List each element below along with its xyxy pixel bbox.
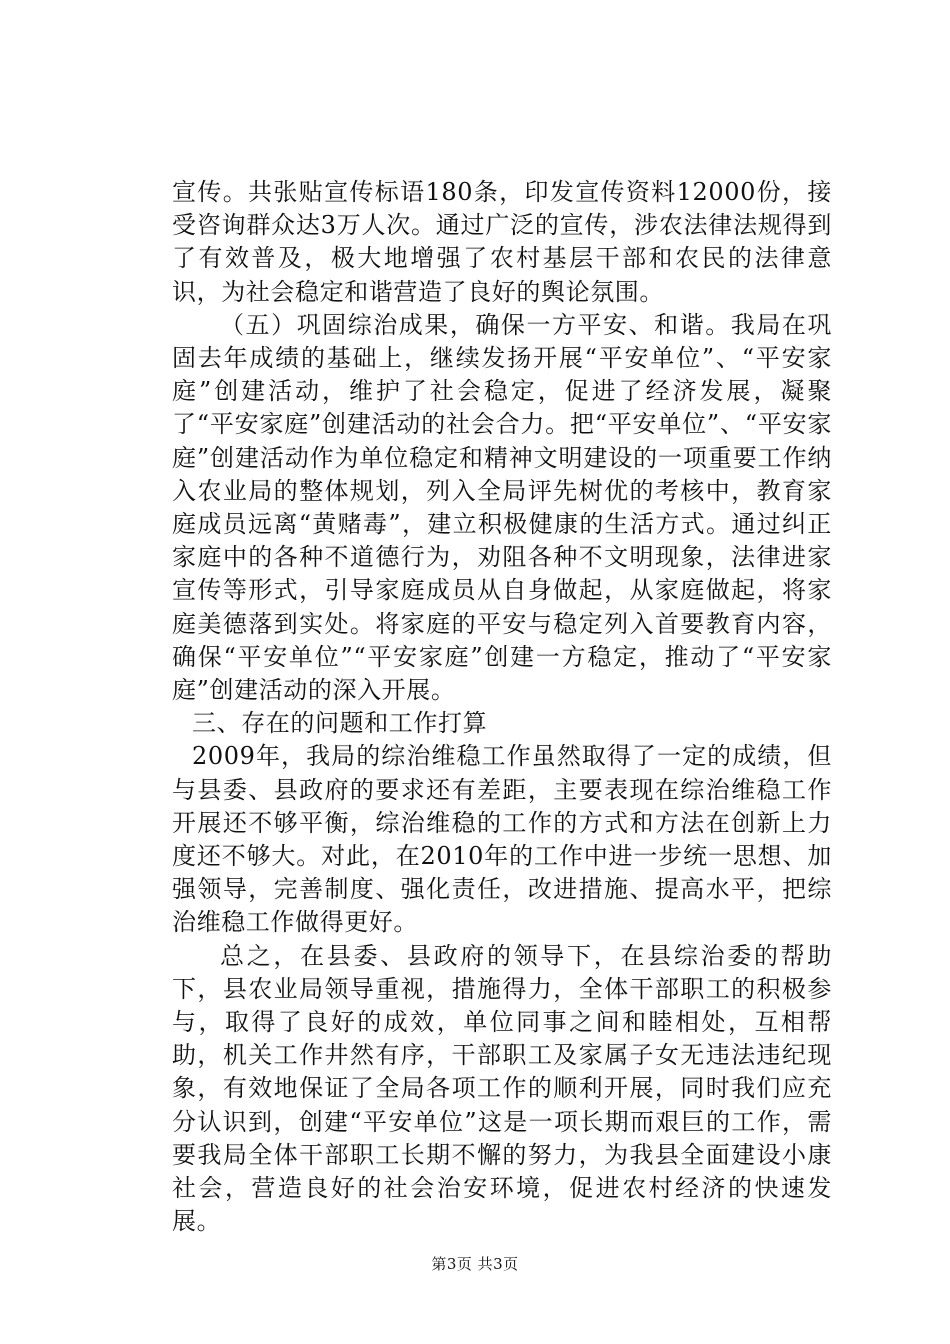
paragraph-section-five: （五）巩固综治成果，确保一方平安、和谐。我局在巩固去年成绩的基础上，继续发扬开展“平安单位”、“平安家庭”创建活动，维护了社会稳定，促进了经济发展，凝聚了“平安家庭”创建活动的社会合力。把“平安单位”、“平安家庭”创建活动作为单位稳定和精神文明建设的一项重要工作纳入农业局的整体规划，列入全局评先树优的考核中，教育家庭成员远离“黄赌毒”，建立积极健康的生活方式。通过纠正家庭中的各种不道德行为，劝阻各种不文明现象，法律进家宣传等形式，引导家庭成员从自身做起，从家庭做起，将家庭美德落到实处。将家庭的平安与稳定列入首要教育内容，确保“平安单位”“平安家庭”创建一方稳定，推动了“平安家庭”创建活动的深入开展。: [172, 310, 832, 705]
paragraph-conclusion: 总之，在县委、县政府的领导下，在县综治委的帮助下，县农业局领导重视，措施得力，全体干部职工的积极参与，取得了良好的成效，单位同事之间和睦相处，互相帮助，机关工作井然有序，干部职工及家属子女无违法违纪现象，有效地保证了全局各项工作的顺利开展，同时我们应充分认识到，创建“平安单位”这是一项长期而艰巨的工作，需要我局全体干部职工长期不懈的努力，为我县全面建设小康社会，营造良好的社会治安环境，促进农村经济的快速发展。: [172, 941, 832, 1236]
paragraph-2009-review: 2009年，我局的综治维稳工作虽然取得了一定的成绩，但与县委、县政府的要求还有差距，主要表现在综治维稳工作开展还不够平衡，综治维稳的工作的方式和方法在创新上力度还不够大。对此，在2010年的工作中进一步统一思想、加强领导，完善制度、强化责任，改进措施、提高水平，把综治维稳工作做得更好。: [172, 742, 832, 937]
page-footer: 第3页 共3页: [431, 1255, 519, 1273]
document-body: [172, 176, 832, 1239]
paragraph-propaganda-summary: 宣传。共张贴宣传标语180条，印发宣传资料12000份，接受咨询群众达3万人次。通过广泛的宣传，涉农法律法规得到了有效普及，极大地增强了农村基层干部和农民的法律意识，为社会稳定和谐营造了良好的舆论氛围。: [172, 178, 832, 306]
section-heading-problems-plans: 三、存在的问题和工作打算: [192, 709, 488, 738]
